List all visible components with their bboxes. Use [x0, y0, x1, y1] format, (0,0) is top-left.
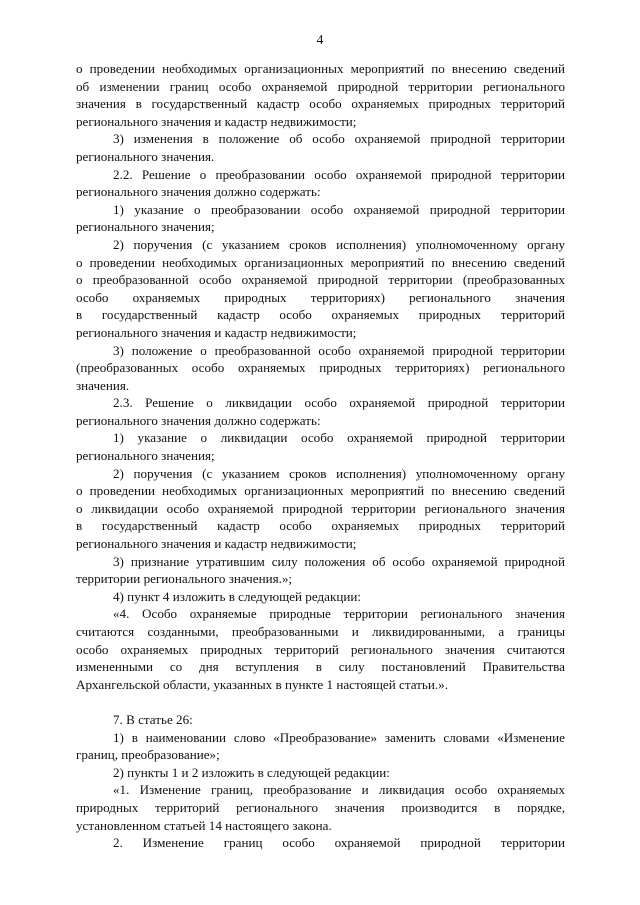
text-line: 3) изменения в положение об особо охраняемой природной территории	[113, 131, 565, 147]
text-line: 2) поручения (с указанием сроков исполнения) уполномоченному органу	[113, 236, 565, 252]
text-line: о ликвидации особо охраняемой природной территории регионального значения	[76, 500, 565, 516]
text-line: в государственный кадастр особо охраняемых природных территорий	[76, 518, 565, 534]
text-line: регионального значения и кадастр недвижимости;	[76, 324, 357, 340]
text-line: значения.	[76, 377, 130, 393]
text-line: о преобразованной особо охраняемой природной территории (преобразованных	[76, 272, 565, 288]
text-line: значения в государственный кадастр особо охраняемых природных территорий	[76, 96, 565, 112]
text-line: 2) пункты 1 и 2 изложить в следующей редакции:	[113, 764, 390, 780]
text-line: регионального значения.	[76, 148, 215, 164]
paragraph-gap	[76, 693, 565, 711]
text-line: 2.2. Решение о преобразовании особо охраняемой природной территории	[113, 166, 565, 182]
text-line: регионального значения должно содержать:	[76, 412, 321, 428]
text-line: границ, преобразование»;	[76, 747, 220, 763]
text-line: особо охраняемых природных территориях) регионального значения	[76, 289, 565, 305]
text-line: 4) пункт 4 изложить в следующей редакции:	[113, 588, 361, 604]
document-body	[76, 60, 565, 852]
text-line: 3) положение о преобразованной особо охраняемой природной территории	[113, 342, 565, 358]
text-line: установленном статьей 14 настоящего закона.	[76, 817, 332, 833]
text-line: регионального значения;	[76, 448, 215, 464]
page-number: 4	[316, 32, 324, 47]
text-line: Архангельской области, указанных в пункте 1 настоящей статьи.».	[76, 676, 448, 692]
text-line: 2.3. Решение о ликвидации особо охраняемой природной территории	[113, 395, 565, 411]
text-line: регионального значения и кадастр недвижимости;	[76, 536, 357, 552]
text-line: 1) указание о преобразовании особо охраняемой природной территории	[113, 201, 565, 217]
text-line: регионального значения и кадастр недвижимости;	[76, 113, 357, 129]
text-line: природных территорий регионального значения производится в порядке,	[76, 799, 565, 815]
text-line: о проведении необходимых организационных мероприятий по внесению сведений	[76, 254, 565, 270]
text-line: 7. В статье 26:	[113, 711, 193, 727]
text-line: регионального значения;	[76, 219, 215, 235]
text-line: считаются созданными, преобразованными и ликвидированными, а границы	[76, 624, 565, 639]
text-line: 2. Изменение границ особо охраняемой природной территории	[113, 835, 565, 851]
text-line: 2) поручения (с указанием сроков исполнения) уполномоченному органу	[113, 465, 565, 481]
text-line: «4. Особо охраняемые природные территории регионального значения	[113, 606, 565, 622]
text-line: 1) указание о ликвидации особо охраняемой природной территории	[113, 430, 565, 446]
text-line: 3) признание утратившим силу положения об особо охраняемой природной	[113, 553, 565, 569]
text-line: измененными со дня вступления в силу постановлений Правительства	[76, 659, 565, 675]
text-line: о проведении необходимых организационных мероприятий по внесению сведений	[76, 483, 565, 499]
text-line: в государственный кадастр особо охраняемых природных территорий	[76, 307, 565, 323]
text-line: (преобразованных особо охраняемых природных территориях) регионального	[76, 360, 565, 376]
text-line: о проведении необходимых организационных мероприятий по внесению сведений	[76, 61, 565, 76]
text-line: об изменении границ особо охраняемой природной территории регионального	[76, 78, 565, 94]
text-line: регионального значения должно содержать:	[76, 184, 321, 200]
text-line: территории регионального значения.»;	[76, 571, 293, 587]
text-line: «1. Изменение границ, преобразование и ликвидация особо охраняемых	[113, 782, 565, 798]
text-line: особо охраняемых природных территорий регионального значения считаются	[76, 641, 565, 657]
text-line: 1) в наименовании слово «Преобразование» заменить словами «Изменение	[113, 729, 565, 745]
